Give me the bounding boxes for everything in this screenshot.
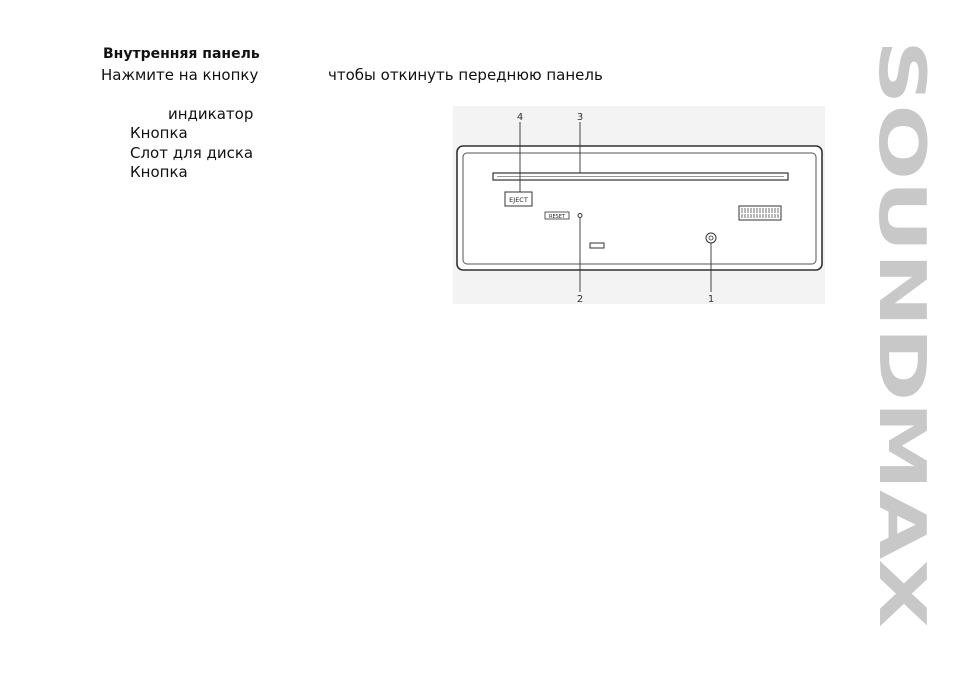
- legend-item-button-eject: Кнопка: [130, 163, 188, 181]
- brand-watermark: [864, 40, 938, 630]
- intro-text-start: Нажмите на кнопку: [101, 66, 259, 84]
- inner-panel-diagram: [453, 106, 825, 304]
- callout-2: 2: [576, 294, 584, 305]
- legend-item-button-reset: Кнопка: [130, 124, 188, 142]
- reset-label: RESET: [548, 214, 566, 220]
- reset-hole: [578, 214, 582, 218]
- section-heading: Внутренняя панель: [103, 46, 260, 62]
- intro-text-end: чтобы откинуть переднюю панель: [328, 66, 603, 84]
- legend-item-indicator: индикатор: [168, 105, 254, 123]
- brand-logo-text: SOUNDMAX: [864, 40, 938, 462]
- panel-indicator: [590, 243, 604, 248]
- callout-4: 4: [516, 112, 524, 123]
- legend-item-disc-slot: Слот для диска: [130, 144, 254, 162]
- eject-label: EJECT: [509, 196, 528, 204]
- callout-3: 3: [576, 112, 584, 123]
- callout-1: 1: [707, 294, 715, 305]
